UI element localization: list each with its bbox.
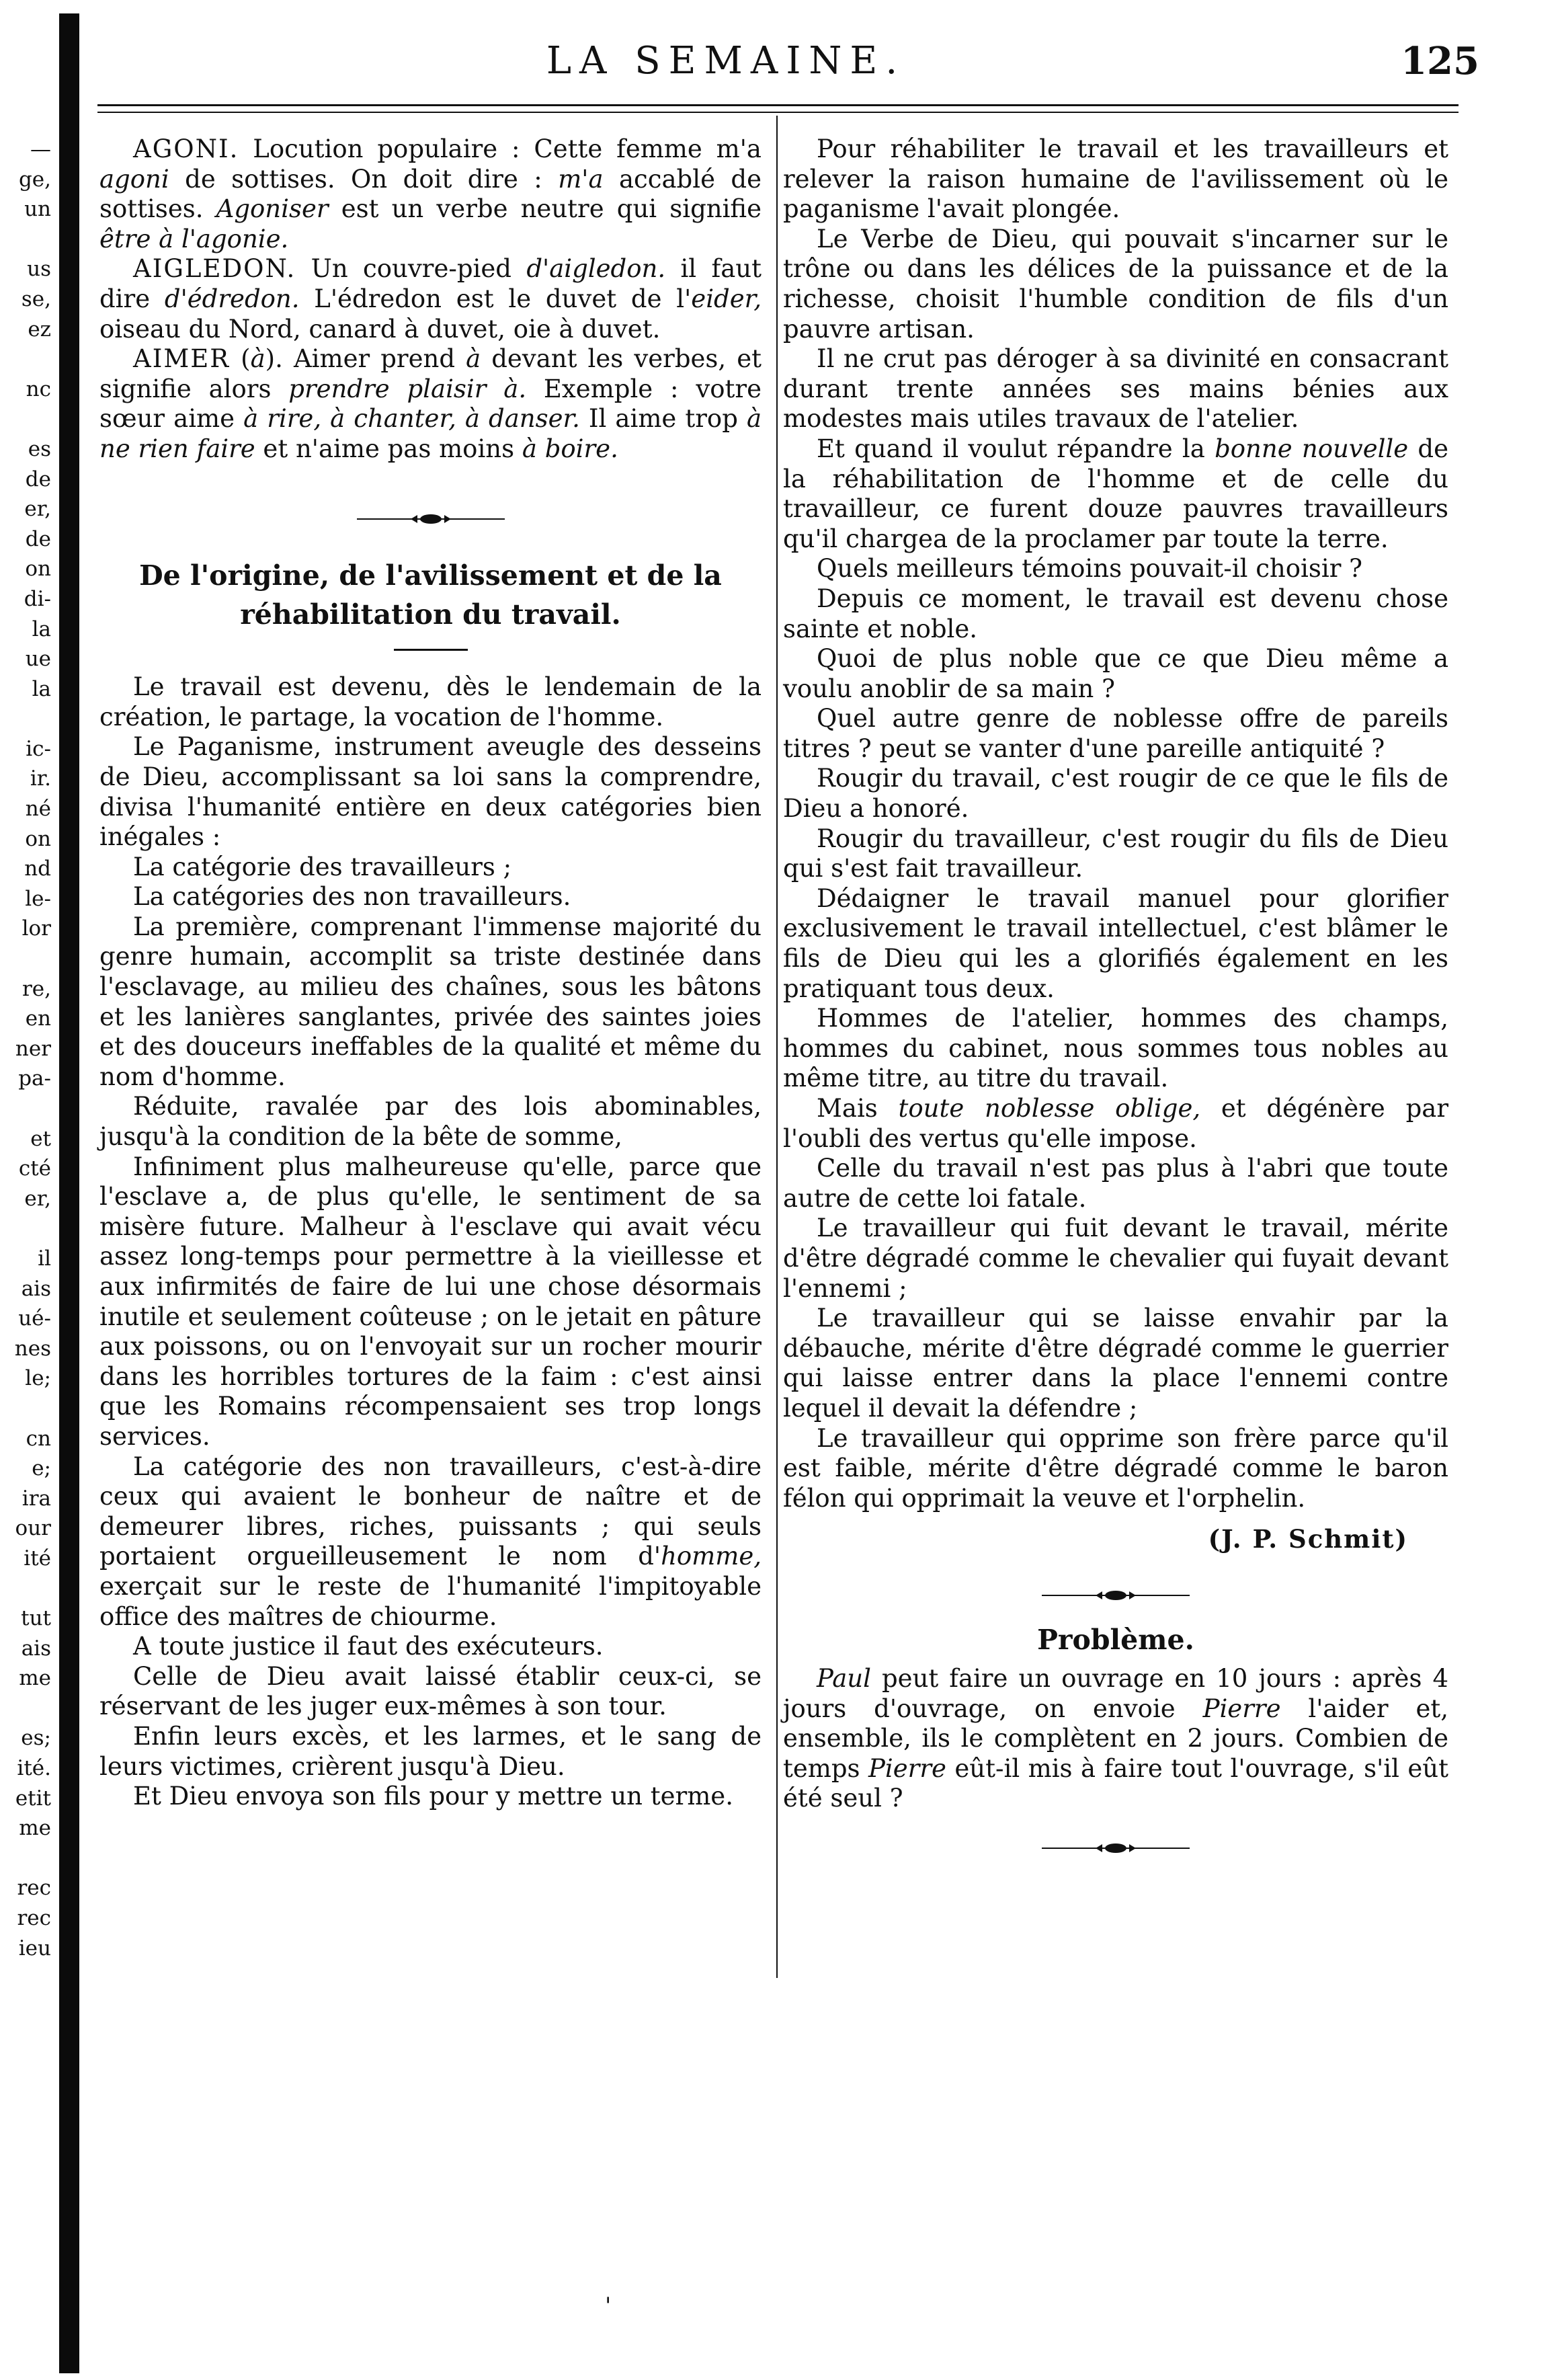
gutter-line: pa-	[18, 1066, 51, 1091]
gutter-line	[0, 944, 54, 974]
gutter-line: ité	[24, 1546, 51, 1571]
article-paragraph: Depuis ce moment, le travail est devenu chose sainte et noble.	[783, 584, 1448, 643]
heading-rule	[394, 649, 468, 651]
header-rule	[97, 104, 1459, 106]
article-heading: De l'origine, de l'avilissement et de la réhabilitation du travail.	[139, 559, 722, 631]
gutter-line: se,	[21, 286, 51, 311]
gutter-line: cté	[18, 1156, 51, 1181]
header-rule-thin	[97, 112, 1459, 113]
article-paragraph: Infiniment plus malheureuse qu'elle, parce que l'esclave a, de plus qu'elle, le sentiment de sa misère future. Malheur à l'esclave qui avait vécu assez long-temps pour permettre à la vieillesse et aux infirmités de faire de lui une chose désormais inutile et seulement coûteuse ; on le jetait en pâture aux poissons, ou on l'envoyait sur un rocher mourir dans les horribles tortures de la faim : c'est ainsi que les Romains récompensaient ses trop longs services.	[99, 1152, 762, 1451]
dictionary-entry-agoni: AGONI. Locution populaire : Cette femme m'a agoni de sottises. On doit dire : m'a accablé de sottises. Agoniser est un verbe neutre qui signifie être à l'agonie.	[99, 134, 762, 253]
ornament-icon	[357, 512, 505, 526]
running-title: LA SEMAINE.	[546, 39, 906, 83]
article-paragraph: La première, comprenant l'immense majorité du genre humain, accomplit sa triste destinée dans l'esclavage, au milieu des chaînes, sous les bâtons et les lanières sanglantes, privée des saintes joies et des douceurs ineffables de la qualité et même du nom d'homme.	[99, 912, 762, 1091]
gutter-line: rec	[17, 1876, 51, 1901]
gutter-line: de	[25, 526, 51, 551]
article-paragraph: Rougir du travailleur, c'est rougir du fils de Dieu qui s'est fait travailleur.	[783, 824, 1448, 883]
article-paragraph: Quoi de plus noble que ce que Dieu même a voulu anoblir de sa main ?	[783, 644, 1448, 703]
gutter-line	[0, 344, 54, 374]
article-paragraph: Le travailleur qui se laisse envahir par la débauche, mérite d'être dégradé comme le guerrier qui laisse entrer dans la place l'ennemi contre lequel il devait la défendre ;	[783, 1304, 1448, 1423]
gutter-line: our	[15, 1516, 51, 1541]
previous-page-fragment	[0, 134, 54, 1963]
gutter-line	[0, 1694, 54, 1724]
right-column	[783, 134, 1448, 1878]
article-paragraph: Quel autre genre de noblesse offre de pareils titres ? peut se vanter d'une pareille antiquité ?	[783, 704, 1448, 763]
article-paragraph: Le travailleur qui opprime son frère parce qu'il est faible, mérite d'être dégradé comme le baron félon qui opprimait la veuve et l'orphelin.	[783, 1423, 1448, 1513]
article-paragraph: Le Verbe de Dieu, qui pouvait s'incarner sur le trône ou dans les délices de la puissance et de la richesse, choisit l'humble condition de fils d'un pauvre artisan.	[783, 224, 1448, 344]
article-paragraph: Il ne crut pas déroger à sa divinité en consacrant durant trente années ses mains bénies aux modestes mais utiles travaux de l'atelier.	[783, 344, 1448, 434]
entry-headword: AGONI.	[133, 134, 239, 163]
gutter-line: etit	[15, 1786, 51, 1811]
gutter-line: la	[32, 617, 51, 641]
entry-headword: AIMER	[133, 344, 231, 374]
gutter-line: ez	[28, 317, 51, 342]
article-paragraph: Réduite, ravalée par des lois abominables, jusqu'à la condition de la bête de somme,	[99, 1092, 762, 1152]
gutter-line: nd	[24, 857, 51, 881]
gutter-line: ir.	[30, 766, 51, 791]
gutter-line: on	[25, 826, 51, 851]
gutter-line: ieu	[18, 1936, 51, 1960]
gutter-line: tut	[21, 1606, 51, 1631]
gutter-line: ais	[21, 1636, 51, 1661]
article-paragraph: A toute justice il faut des exécuteurs.	[133, 1632, 604, 1661]
gutter-line: ic-	[26, 736, 51, 761]
entry-headword: AIGLEDON.	[133, 254, 296, 284]
gutter-line: ue	[25, 647, 51, 672]
gutter-line: ira	[22, 1486, 51, 1511]
gutter-line: e;	[32, 1456, 51, 1481]
gutter-line	[0, 704, 54, 734]
article-paragraph: La catégorie des travailleurs ;	[133, 852, 512, 881]
gutter-line: cn	[26, 1426, 51, 1451]
article-paragraph: Dédaigner le travail manuel pour glorifier exclusivement le travail intellectuel, c'est blâmer le fils de Dieu qui les a glorifiés également en les pratiquant tous deux.	[783, 883, 1448, 1003]
gutter-line: le;	[25, 1366, 51, 1391]
ornament-divider	[783, 1834, 1448, 1864]
article-paragraph: Quels meilleurs témoins pouvait-il choisir ?	[817, 554, 1362, 584]
gutter-line	[0, 1394, 54, 1424]
gutter-line: un	[24, 197, 51, 222]
gutter-line: er,	[24, 497, 51, 522]
dictionary-entry-aimer: AIMER (à). Aimer prend à devant les verbes, et signifie alors prendre plaisir à. Exemple : votre sœur aime à rire, à chanter, à danser. Il aime trop à ne rien faire et n'aime pas moins à boire.	[99, 344, 762, 463]
article-paragraph: Le travail est devenu, dès le lendemain de la création, le partage, la vocation de l'homme.	[99, 672, 762, 731]
column-divider	[776, 116, 778, 1978]
ornament-icon	[1042, 1589, 1190, 1602]
gutter-line: ué-	[18, 1306, 51, 1331]
gutter-line: ge,	[18, 167, 51, 192]
gutter-line: me	[19, 1666, 51, 1691]
gutter-line: le-	[25, 886, 51, 911]
gutter-line: re,	[22, 976, 51, 1001]
gutter-line	[0, 1214, 54, 1244]
binding-spine	[59, 13, 79, 2373]
gutter-line: es;	[21, 1726, 51, 1751]
gutter-line: nes	[14, 1336, 51, 1361]
gutter-line: er,	[24, 1186, 51, 1211]
gutter-line	[0, 1094, 54, 1124]
gutter-line: en	[25, 1006, 51, 1031]
gutter-line: ner	[15, 1036, 51, 1061]
article-paragraph: Pour réhabiliter le travail et les travailleurs et relever la raison humaine de l'avilissement où le paganisme l'avait plongée.	[783, 134, 1448, 224]
article-paragraph: Le travailleur qui fuit devant le travail, mérite d'être dégradé comme le chevalier qui fuyait devant l'ennemi ;	[783, 1214, 1448, 1303]
article-paragraph: Celle du travail n'est pas plus à l'abri que toute autre de cette loi fatale.	[783, 1154, 1448, 1213]
gutter-line: et	[30, 1126, 51, 1151]
article-paragraph: La catégories des non travailleurs.	[133, 882, 571, 912]
gutter-line: us	[27, 257, 51, 282]
gutter-line	[0, 1574, 54, 1604]
gutter-line: me	[19, 1816, 51, 1841]
stray-mark: '	[605, 2293, 612, 2319]
author-signature: (J. P. Schmit)	[1208, 1524, 1408, 1554]
gutter-line: né	[25, 797, 51, 822]
page-number: 125	[1401, 39, 1479, 83]
article-paragraph: La catégorie des non travailleurs, c'est-à-dire ceux qui avaient le bonheur de naître et de demeurer libres, riches, puissants ; qui seuls portaient orgueilleusement le nom d'homme, exerçait sur le reste de l'humanité l'impitoyable office des maîtres de chiourme.	[99, 1452, 762, 1631]
gutter-line: ité.	[17, 1756, 51, 1781]
gutter-line	[0, 225, 54, 255]
problem-title: Problème.	[1037, 1623, 1194, 1656]
ornament-divider	[99, 505, 762, 535]
gutter-line: di-	[24, 586, 51, 611]
gutter-line: rec	[17, 1906, 51, 1931]
gutter-line: ais	[21, 1276, 51, 1301]
ornament-icon	[1042, 1841, 1190, 1855]
article-paragraph: Mais toute noblesse oblige, et dégénère par l'oubli des vertus qu'elle impose.	[783, 1094, 1449, 1153]
gutter-line	[0, 1843, 54, 1874]
gutter-line: lor	[22, 916, 51, 941]
article-paragraph: Enfin leurs excès, et les larmes, et le sang de leurs victimes, crièrent jusqu'à Dieu.	[99, 1721, 762, 1781]
gutter-line: de	[25, 467, 51, 491]
article-paragraph: Et quand il voulut répandre la bonne nouvelle de la réhabilitation de l'homme et de celle du travailleur, ce furent douze pauvres travailleurs qu'il chargea de la proclamer par toute la terre.	[783, 434, 1449, 553]
article-paragraph: Hommes de l'atelier, hommes des champs, hommes du cabinet, nous sommes tous nobles au même titre, au titre du travail.	[783, 1004, 1448, 1093]
gutter-line: la	[32, 676, 51, 701]
dictionary-entry-aigledon: AIGLEDON. Un couvre-pied d'aigledon. il faut dire d'édredon. L'édredon est le duvet de l'eider, oiseau du Nord, canard à duvet, oie à duvet.	[99, 254, 762, 344]
article-paragraph: Rougir du travail, c'est rougir de ce que le fils de Dieu a honoré.	[783, 764, 1448, 824]
left-column	[99, 134, 762, 1812]
gutter-line	[0, 404, 54, 434]
ornament-divider	[783, 1581, 1448, 1612]
problem-text: Paul peut faire un ouvrage en 10 jours : après 4 jours d'ouvrage, on envoie Pierre l'aider et, ensemble, ils le complètent en 2 jours. Combien de temps Pierre eût-il mis à faire tout l'ouvrage, s'il eût été seul ?	[783, 1664, 1448, 1813]
gutter-line: —	[30, 137, 51, 161]
article-paragraph: Et Dieu envoya son fils pour y mettre un terme.	[133, 1782, 733, 1811]
gutter-line: nc	[26, 376, 51, 401]
article-paragraph: Celle de Dieu avait laissé établir ceux-ci, se réservant de les juger eux-mêmes à son tour.	[99, 1661, 762, 1721]
gutter-line: il	[38, 1246, 51, 1271]
gutter-line: on	[25, 557, 51, 582]
article-paragraph: Le Paganisme, instrument aveugle des desseins de Dieu, accomplissant sa loi sans la comprendre, divisa l'humanité entière en deux catégories bien inégales :	[99, 732, 762, 852]
gutter-line: es	[28, 436, 51, 461]
